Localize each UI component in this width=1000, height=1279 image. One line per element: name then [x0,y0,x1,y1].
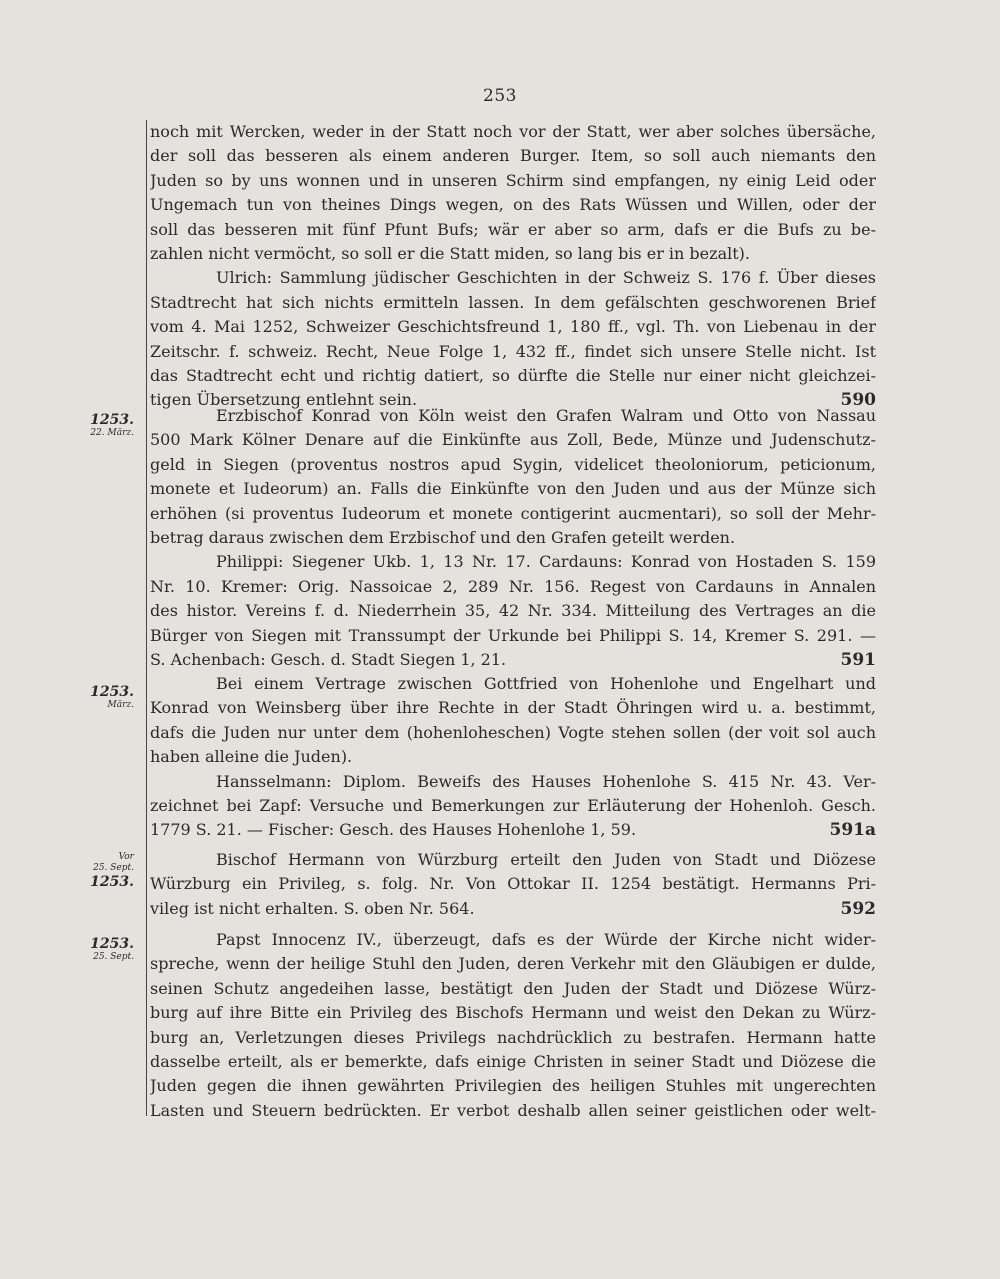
margin-day: März. [107,700,134,710]
entry-number: 592 [840,898,876,919]
margin-day: 22. März. [90,428,134,438]
source-line: Ulrich: Sammlung jüdischer Geschichten in der Schweiz S. 176 f. Über dieses [216,268,876,288]
text-line: Lasten und Steuern bedrückten. Er verbot deshalb allen seiner geistlichen oder welt- [150,1100,876,1120]
source-line: Bürger von Siegen mit Transsumpt der Urkunde bei Philippi S. 14, Kremer S. 291. — [150,625,876,645]
entry-592 [150,848,876,921]
source-line: Hansselmann: Diplom. Beweifs des Hauses Hohenlohe S. 415 Nr. 43. Ver- [216,771,876,791]
source-line: des histor. Vereins f. d. Niederrhein 35, 42 Nr. 334. Mitteilung des Vertrages an die [150,601,876,621]
text-line [150,897,876,921]
margin-year: 1253. [90,684,134,700]
source-line: zeichnet bei Zapf: Versuche und Bemerkungen zur Erläuterung der Hohenloh. Gesch. [150,795,876,815]
text-line: burg auf ihre Bitte ein Privileg des Bischofs Hermann und weist den Dekan zu Würz- [150,1003,876,1023]
margin-date-591 [70,412,134,439]
margin-year: 1253. [90,874,134,890]
text-line: 500 Mark Kölner Denare auf die Einkünfte aus Zoll, Bede, Münze und Judenschutz- [150,430,876,450]
margin-day: 25. Sept. [93,863,134,873]
source-line: Stadtrecht hat sich nichts ermitteln lassen. In dem gefälschten geschworenen Brief [150,292,876,312]
margin-day: 25. Sept. [93,952,134,962]
source-line: vom 4. Mai 1252, Schweizer Geschichtsfreund 1, 180 ff., vgl. Th. von Liebenau in der [150,317,876,337]
text-line-text: vileg ist nicht erhalten. S. oben Nr. 564. [150,898,475,918]
text-line: soll das besseren mit fünf Pfunt Bufs; wär er aber so arm, dafs er die Bufs zu be- [150,219,876,239]
source-line [150,818,876,842]
source-line-text: tigen Übersetzung entlehnt sein. [150,390,418,410]
source-line-text: 1779 S. 21. — Fischer: Gesch. des Hauses Hohenlohe 1, 59. [150,820,637,840]
source-line: Zeitschr. f. schweiz. Recht, Neue Folge 1, 432 ff., findet sich unsere Stelle nicht. Ist [150,341,876,361]
entry-number: 590 [840,390,876,411]
text-line: spreche, wenn der heilige Stuhl den Juden, deren Verkehr mit den Gläubigen er dulde, [150,954,876,974]
text-line: noch mit Wercken, weder in der Statt noch vor der Statt, wer aber solches übersäche, [150,122,876,141]
page-number: 253 [483,86,517,106]
text-line: Erzbischof Konrad von Köln weist den Grafen Walram und Otto von Nassau [216,406,876,425]
entry-590 [150,120,876,413]
text-line: dafs die Juden nur unter dem (hohenloheschen) Vogte stehen sollen (der voit sol auch [150,722,876,742]
column-rule [146,120,147,1116]
source-line: Nr. 10. Kremer: Orig. Nassoicae 2, 289 Nr. 156. Regest von Cardauns in Annalen [150,576,876,596]
text-line: erhöhen (si proventus Iudeorum et monete contigerint aucmentari), so soll der Mehr- [150,503,876,523]
margin-date-591a [70,684,134,711]
source-line-text: S. Achenbach: Gesch. d. Stadt Siegen 1, 21. [150,649,507,669]
text-line: Konrad von Weinsberg über ihre Rechte in der Stadt Öhringen wird u. a. bestimmt, [150,698,876,718]
text-line: Juden so by uns wonnen und in unseren Schirm sind empfangen, ny einig Leid oder [150,170,876,190]
text-line: Würzburg ein Privileg, s. folg. Nr. Von Ottokar II. 1254 bestätigt. Hermanns Pri- [150,874,876,894]
text-line: Bei einem Vertrage zwischen Gottfried von Hohenlohe und Engelhart und [216,674,876,693]
margin-year: 1253. [90,412,134,428]
text-line: dasselbe erteilt, als er bemerkte, dafs einige Christen in seiner Stadt und Diözese die [150,1051,876,1071]
margin-date-593 [70,936,134,963]
source-line [150,648,876,672]
entry-591 [150,404,876,672]
entry-number: 591 [840,649,876,670]
text-line: zahlen nicht vermöcht, so soll er die Statt miden, so lang bis er in bezalt). [150,243,750,263]
text-line: Ungemach tun von theines Dings wegen, on des Rats Wüssen und Willen, oder der [150,195,876,215]
text-line: betrag daraus zwischen dem Erzbischof und den Grafen geteilt werden. [150,527,736,547]
entry-593 [150,928,876,1123]
entry-number: 591a [829,820,876,841]
text-line: geld in Siegen (proventus nostros apud Sygin, videlicet theoloniorum, peticionum, [150,454,876,474]
text-line: Papst Innocenz IV., überzeugt, dafs es der Würde der Kirche nicht wider- [216,930,876,949]
text-line: Bischof Hermann von Würzburg erteilt den Juden von Stadt und Diözese [216,850,876,869]
text-line: monete et Iudeorum) an. Falls die Einkünfte von den Juden und aus der Münze sich [150,479,876,499]
margin-year: 1253. [90,936,134,952]
text-line: seinen Schutz angedeihen lasse, bestätigt den Juden der Stadt und Diözese Würz- [150,978,876,998]
margin-pre: Vor [118,852,134,862]
entry-591a [150,672,876,843]
source-line: Philippi: Siegener Ukb. 1, 13 Nr. 17. Cardauns: Konrad von Hostaden S. 159 [216,552,876,572]
text-line: haben alleine die Juden). [150,747,353,767]
text-line: Juden gegen die ihnen gewährten Privilegien des heiligen Stuhles mit ungerechten [150,1076,876,1096]
text-line: burg an, Verletzungen dieses Privilegs nachdrücklich zu bestrafen. Hermann hatte [150,1027,876,1047]
margin-date-592 [70,852,134,890]
source-line: das Stadtrecht echt und richtig datiert, so dürfte die Stelle nur einer nicht gleichzei- [150,365,876,385]
text-line: der soll das besseren als einem anderen Burger. Item, so soll auch niemants den [150,146,876,166]
